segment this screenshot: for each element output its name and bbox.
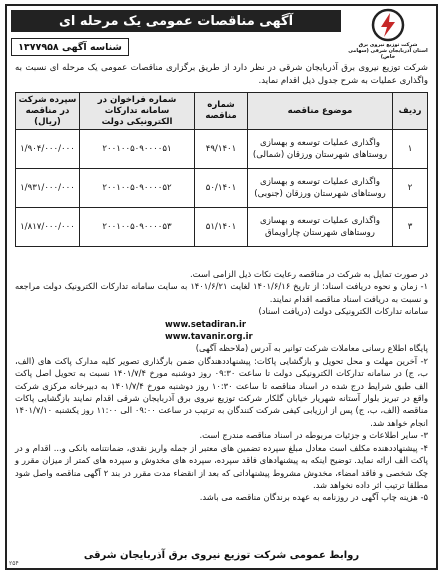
cell-deposit: ۱/۹۳۱/۰۰۰/۰۰۰	[16, 169, 80, 208]
logo-text-line1: شرکت توزیع نیروی برق	[358, 42, 418, 48]
ad-id-box: شناسه آگهی ۱۳۷۷۹۵۸	[11, 38, 129, 56]
table-row	[16, 169, 428, 208]
cell-tender-no: ۴۹/۱۴۰۱	[195, 130, 248, 169]
condition-1: ۱- زمان و نحوه دریافت اسناد: از تاریخ ۱۴۰۱/۶/۱۶ لغایت ۱۴۰۱/۶/۲۱ به سایت سامانه تدارکات الکترونیک دولت مراجعه و نسبت به دریافت اسناد مناقصه اقدام نمایند.	[15, 281, 428, 304]
lightning-logo-icon	[371, 8, 405, 42]
table-row	[16, 208, 428, 247]
tavanir-url-link[interactable]: www.tavanir.org.ir	[165, 331, 253, 342]
table-row	[16, 130, 428, 169]
cell-row: ۲	[393, 169, 428, 208]
condition-intro: در صورت تمایل به شرکت در مناقصه رعایت نکات ذیل الزامی است.	[189, 269, 428, 279]
cell-setad-no: ۲۰۰۱۰۰۵۰۹۰۰۰۰۵۱	[80, 130, 195, 169]
tenders-table	[15, 92, 428, 247]
col-row: ردیف	[393, 93, 428, 130]
cell-subject: واگذاری عملیات توسعه و بهسازی روستاهای شهرستان ورزقان (جنوبی)	[248, 169, 393, 208]
table-header-row	[16, 93, 428, 130]
condition-2: ۲- آخرین مهلت و محل تحویل و بازگشایی پاکات: پیشنهاددهندگان ضمن بارگذاری تصویر کلیه مدارک پاکت های (الف، ب، ج) در سامانه تدارکات الکترونیکی دولت تا ساعت ۰۹:۳۰ روز دوشنبه مورخ ۱۴۰۱/۷/۴ نسبت به تحویل اصل پاکت الف طبق شرایط درج شده در اسناد مناقصه تا ساعت ۱۰:۳۰ روز دوشنبه مورخ ۱۴۰۱/۷/۴ به دبیرخانه مرکزی شرکت واقع در تبریز بلوار آستانه شهریار خیابان گلکار شرکت توزیع نیروی برق آذربایجان شرقی اقدام نمایند بازگشایی پاکات مناقصه (الف، ب، ج) پس از ارزیابی کیفی شرکت کنندگان به ترتیب در ساعت ۰۹:۰۰ الی ۱۱:۰۰ روز یکشنبه ۱۴۰۱/۷/۱۰ انجام خواهد شد.	[15, 355, 429, 428]
condition-5: ۵- هزینه چاپ آگهی در روزنامه به عهده برندگان مناقصه می باشد.	[199, 492, 428, 503]
cell-tender-no: ۵۰/۱۴۰۱	[195, 169, 248, 208]
company-logo	[344, 8, 432, 60]
col-subject: موضوع مناقصه	[248, 93, 393, 130]
cell-deposit: ۱/۹۰۴/۰۰۰/۰۰۰	[16, 130, 80, 169]
setad-label: سامانه تدارکات الکترونیکی دولت (دریافت اسناد)	[258, 306, 428, 317]
setad-url-link[interactable]: www.setadiran.ir	[165, 318, 246, 329]
ad-footer: روابط عمومی شرکت توزیع نیروی برق آذربایجان شرقی	[83, 550, 360, 561]
intro-paragraph: شرکت توزیع نیروی برق آذربایجان شرقی در نظر دارد از طریق برگزاری مناقصات عمومی یک مرحله ای نسبت به واگذاری عملیات به شرح جدول ذیل اقدام نماید.	[15, 63, 428, 86]
logo-text-line2: استان آذربایجان شرقی (سهامی خاص)	[348, 48, 428, 60]
ad-reference-number: ۲۵۴	[9, 560, 19, 567]
cell-setad-no: ۲۰۰۱۰۰۵۰۹۰۰۰۰۵۳	[80, 208, 195, 247]
cell-tender-no: ۵۱/۱۴۰۱	[195, 208, 248, 247]
ad-title: آگهی مناقصات عمومی یک مرحله ای	[11, 10, 341, 32]
cell-subject: واگذاری عملیات توسعه و بهسازی روستاهای شهرستان ورزقان (شمالی)	[248, 130, 393, 169]
cell-subject: واگذاری عملیات توسعه و بهسازی روستاهای شهرستان چاراویماق	[248, 208, 393, 247]
cell-row: ۳	[393, 208, 428, 247]
tender-advertisement	[5, 4, 438, 570]
ad-header	[7, 6, 436, 62]
cell-deposit: ۱/۸۱۷/۰۰۰/۰۰۰	[16, 208, 80, 247]
col-setad-no: شماره فراخوان در سامانه تدارکات الکترونیکی دولت	[80, 93, 195, 130]
col-tender-no: شماره مناقصه	[195, 93, 248, 130]
cell-setad-no: ۲۰۰۱۰۰۵۰۹۰۰۰۰۵۲	[80, 169, 195, 208]
col-deposit: سپرده شرکت در مناقصه (ریال)	[16, 93, 80, 130]
cell-row: ۱	[393, 130, 428, 169]
tavanir-label: پایگاه اطلاع رسانی معاملات شرکت توانیر به آدرس (ملاحظه آگهی)	[195, 343, 428, 354]
condition-3: ۳- سایر اطلاعات و جزئیات مربوطه در اسناد مناقصه مندرج است.	[199, 430, 428, 441]
condition-4: ۴- پیشنهاددهنده مکلف است معادل مبلغ سپرده تضمین های معتبر از جمله واریز نقدی، ضمانتنامه بانکی و... اقدام و در پاکت الف ارائه نماید. توضیح اینکه به پیشنهادهای فاقد سپرده، سپرده های مخدوش و سپرده های کمتر از میزان مقرر و چک شخصی و فاقد امضاء، مخدوش مشروط پیشنهاداتی که بعد از انقضاء مدت مقرر در بند ۲ آگهی مناقصه واصل شود مطلقا ترتیب اثر داده نخواهد شد.	[15, 442, 428, 490]
conditions-text	[15, 268, 428, 504]
